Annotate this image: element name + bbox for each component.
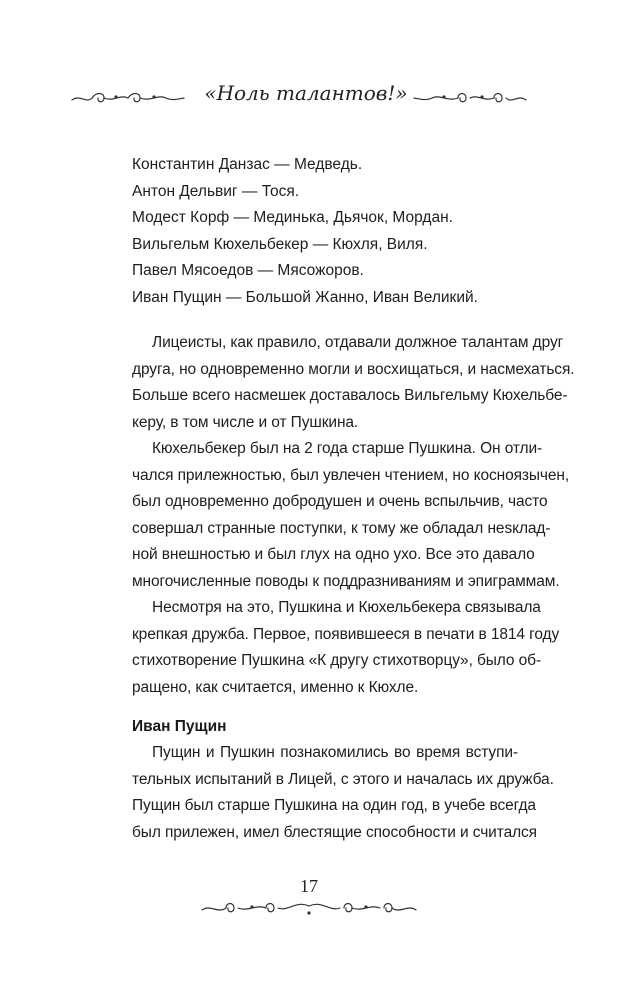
text-line: керу, в том числе и от Пушкина. bbox=[132, 413, 359, 431]
section-heading: Иван Пущин bbox=[132, 718, 227, 735]
paragraph bbox=[132, 740, 554, 846]
running-header bbox=[0, 78, 618, 118]
text-line: ной внешностью и был глух на одно ухо. Все это давало bbox=[132, 546, 535, 563]
text-line: Больше всего насмешек доставалось Вильгельму Кюхельбе- bbox=[132, 387, 568, 404]
list-item: Иван Пущин — Большой Жанно, Иван Великий. bbox=[132, 288, 478, 306]
text-line: многочисленные поводы к поддразниваниям и эпиграммам. bbox=[132, 572, 560, 590]
list-item: Павел Мясоедов — Мясожоров. bbox=[132, 262, 364, 279]
text-line: Пущин и Пушкин познакомились во время вступи- bbox=[152, 744, 518, 761]
list-item: Модест Корф — Мединька, Дьячок, Мордан. bbox=[132, 209, 453, 226]
page-number: 17 bbox=[300, 876, 318, 896]
paragraph bbox=[132, 330, 575, 436]
list-item: Вильгельм Кюхельбекер — Кюхля, Виля. bbox=[132, 235, 428, 253]
text-line: Лицеисты, как правило, отдавали должное талантам друг bbox=[152, 334, 564, 351]
text-line: крепкая дружба. Первое, появившееся в печати в 1814 году bbox=[132, 625, 560, 643]
body-text bbox=[132, 330, 575, 701]
right-flourish-ornament bbox=[412, 88, 528, 108]
text-line: Несмотря на это, Пушкина и Кюхельбекера связывала bbox=[152, 599, 541, 616]
paragraph bbox=[132, 436, 570, 595]
list-item: Константин Данзас — Медведь. bbox=[132, 156, 363, 173]
text-line: друга, но одновременно могли и восхищаться, и насмехаться. bbox=[132, 360, 575, 378]
running-title: «Ноль талантов!» bbox=[204, 81, 408, 105]
text-line: тельных испытаний в Лицей, с этого и началась их дружба. bbox=[132, 770, 554, 788]
section-text bbox=[132, 740, 554, 846]
left-flourish-ornament bbox=[70, 88, 186, 108]
text-line: чался прилежностью, был увлечен чтением, но косноязычен, bbox=[132, 466, 570, 484]
text-line: был прилежен, имел блестящие способности и считался bbox=[132, 823, 537, 841]
list-item: Антон Дельвиг — Тося. bbox=[132, 182, 300, 200]
footer-flourish-ornament bbox=[200, 896, 418, 922]
text-line: совершал странные поступки, к тому же обладал нesклад- bbox=[132, 519, 551, 537]
text-line: стихотворение Пушкина «К другу стихотворцу», было об- bbox=[132, 652, 542, 669]
nickname-list bbox=[132, 152, 518, 311]
text-line: Пущин был старше Пушкина на один год, в учебе всегда bbox=[132, 797, 536, 814]
text-line: Кюхельбекер был на 2 года старше Пушкина. Он отли- bbox=[152, 440, 543, 457]
text-line: был одновременно добродушен и очень вспыльчив, часто bbox=[132, 493, 548, 510]
paragraph bbox=[132, 595, 560, 701]
text-line: ращено, как считается, именно к Кюхле. bbox=[132, 678, 419, 696]
